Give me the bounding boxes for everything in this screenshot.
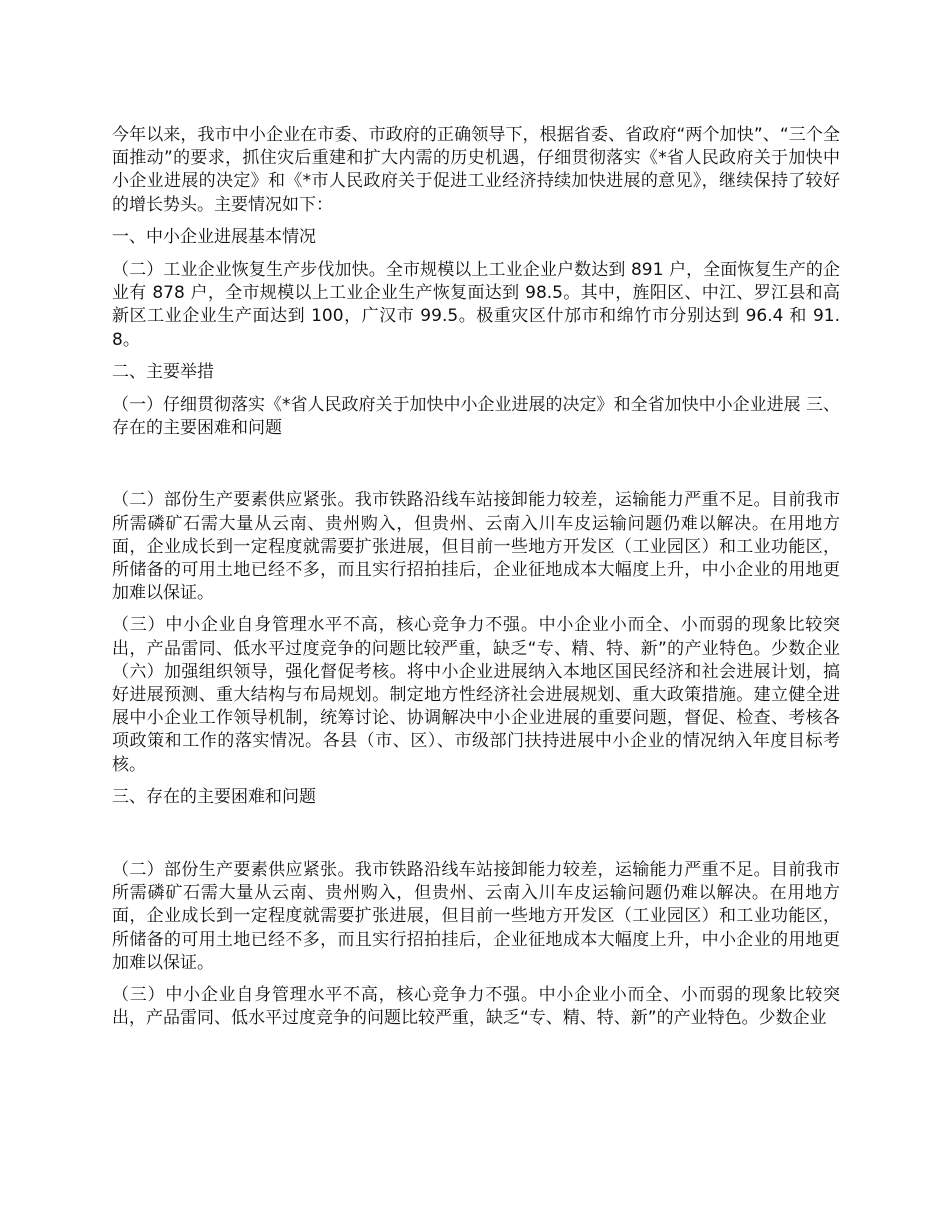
paragraph-factor-supply: （二）部份生产要素供应紧张。我市铁路沿线车站接卸能力较差，运输能力严重不足。目前我市所需磷矿石需大量从云南、贵州购入，但贵州、云南入川车皮运输问题仍难以解决。在用地方面，企业成长到一定程度就需要扩张进展，但目前一些地方开发区（工业园区）和工业功能区，所储备的可用土地已经不多，而且实行招拍挂后，企业征地成本大幅度上升，中小企业的用地更加难以保证。 [112,490,840,604]
blank-gap [112,449,840,489]
paragraph-management-level: （三）中小企业自身管理水平不高，核心竞争力不强。中小企业小而全、小而弱的现象比较突出，产品雷同、低水平过度竞争的问题比较严重，缺乏“专、精、特、新”的产业特色。少数企业 （六）加强组织领导，强化督促考核。将中小企业进展纳入本地区国民经济和社会进展计划，搞好进展预测、重大结构与布局规划。制定地方性经济社会进展规划、重大政策措施。建立健全进展中小企业工作领导机制，统筹讨论、协调解决中小企业进展的重要问题，督促、检查、考核各项政策和工作的落实情况。各县（市、区）、市级部门扶持进展中小企业的情况纳入年度目标考核。 [112,615,840,775]
intro-paragraph: 今年以来，我市中小企业在市委、市政府的正确领导下，根据省委、省政府“两个加快”、“三个全面推动”的要求，抓住灾后重建和扩大内需的历史机遇，仔细贯彻落实《*省人民政府关于加快中小企业进展的决定》和《*市人民政府关于促进工业经济持续加快进展的意见》，继续保持了较好的增长势头。主要情况如下： [112,125,840,215]
paragraph-factor-supply-repeat: （二）部份生产要素供应紧张。我市铁路沿线车站接卸能力较差，运输能力严重不足。目前我市所需磷矿石需大量从云南、贵州购入，但贵州、云南入川车皮运输问题仍难以解决。在用地方面，企业成长到一定程度就需要扩张进展，但目前一些地方开发区（工业园区）和工业功能区，所储备的可用土地已经不多，而且实行招拍挂后，企业征地成本大幅度上升，中小企业的用地更加难以保证。 [112,860,840,973]
document-body [112,124,840,1040]
paragraph-implement-decision: （一）仔细贯彻落实《*省人民政府关于加快中小企业进展的决定》和全省加快中小企业进展 三、存在的主要困难和问题 [112,395,840,439]
paragraph-production-recovery: （二）工业企业恢复生产步伐加快。全市规模以上工业企业户数达到 891 户，全面恢复生产的企业有 878 户，全市规模以上工业企业生产恢复面达到 98.5。其中，旌阳区、中江、罗江县和高新区工业企业生产面达到 100，广汉市 99.5。极重灾区什邡市和绵竹市分别达到 96.4 和 91.8。 [112,260,840,350]
section-heading-main-measures: 二、主要举措 [112,361,214,382]
blank-gap [112,819,840,859]
section-heading-basic-situation: 一、中小企业进展基本情况 [112,226,316,247]
section-heading-difficulties: 三、存在的主要困难和问题 [112,786,316,807]
paragraph-management-level-repeat: （三）中小企业自身管理水平不高，核心竞争力不强。中小企业小而全、小而弱的现象比较突出，产品雷同、低水平过度竞争的问题比较严重，缺乏“专、精、特、新”的产业特色。少数企业 [112,985,840,1029]
